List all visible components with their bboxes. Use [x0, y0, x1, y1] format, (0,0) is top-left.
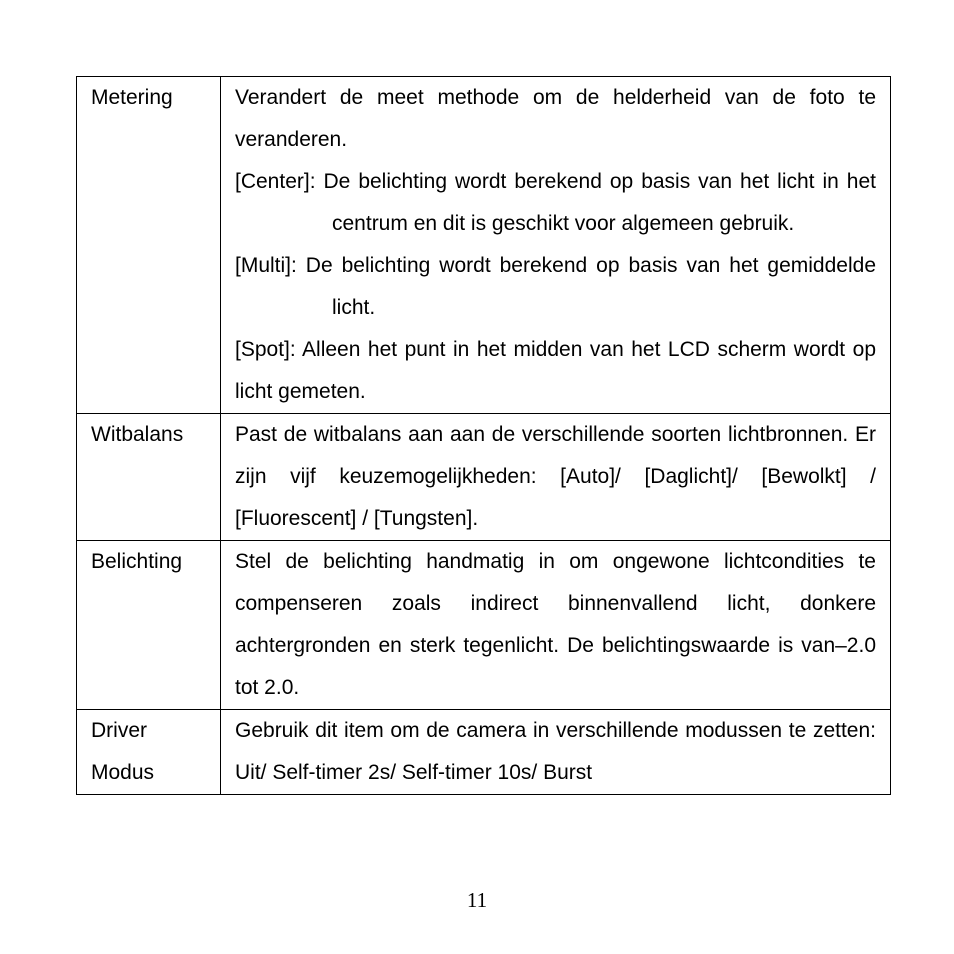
setting-name: Witbalans — [77, 414, 221, 541]
setting-description — [221, 710, 891, 795]
table-row-metering — [77, 77, 891, 414]
setting-name: Belichting — [77, 541, 221, 710]
option-spot: [Spot]: Alleen het punt in het midden van het LCD scherm wordt op licht gemeten. — [235, 338, 876, 403]
setting-description — [221, 77, 891, 414]
setting-name: Driver Modus — [77, 710, 221, 795]
option-center: [Center]: De belichting wordt berekend op basis van het licht in het centrum en dit is geschikt voor algemeen gebruik. — [235, 170, 876, 235]
page-number: 11 — [466, 888, 488, 912]
description-paragraph: Past de witbalans aan aan de verschillende soorten lichtbronnen. Er zijn vijf keuzemogelijkheden: [Auto]/ [Daglicht]/ [Bewolkt] / [Fluorescent] / [Tungsten]. — [235, 423, 876, 530]
table-row-witbalans — [77, 414, 891, 541]
setting-name: Metering — [77, 77, 221, 414]
table-row-driver-modus — [77, 710, 891, 795]
description-paragraph: Verandert de meet methode om de helderheid van de foto te veranderen. — [235, 86, 876, 151]
settings-table — [76, 76, 891, 795]
description-paragraph: Stel de belichting handmatig in om ongewone lichtcondities te compenseren zoals indirect binnenvallend licht, donkere achtergronden en sterk tegenlicht. De belichtingswaarde is van–2.0 tot 2.0. — [235, 550, 876, 699]
option-multi: [Multi]: De belichting wordt berekend op basis van het gemiddelde licht. — [235, 254, 876, 319]
table-row-belichting — [77, 541, 891, 710]
setting-description — [221, 414, 891, 541]
description-paragraph: Gebruik dit item om de camera in verschillende modussen te zetten: Uit/ Self-timer 2s/ Self-timer 10s/ Burst — [235, 719, 876, 784]
setting-description — [221, 541, 891, 710]
